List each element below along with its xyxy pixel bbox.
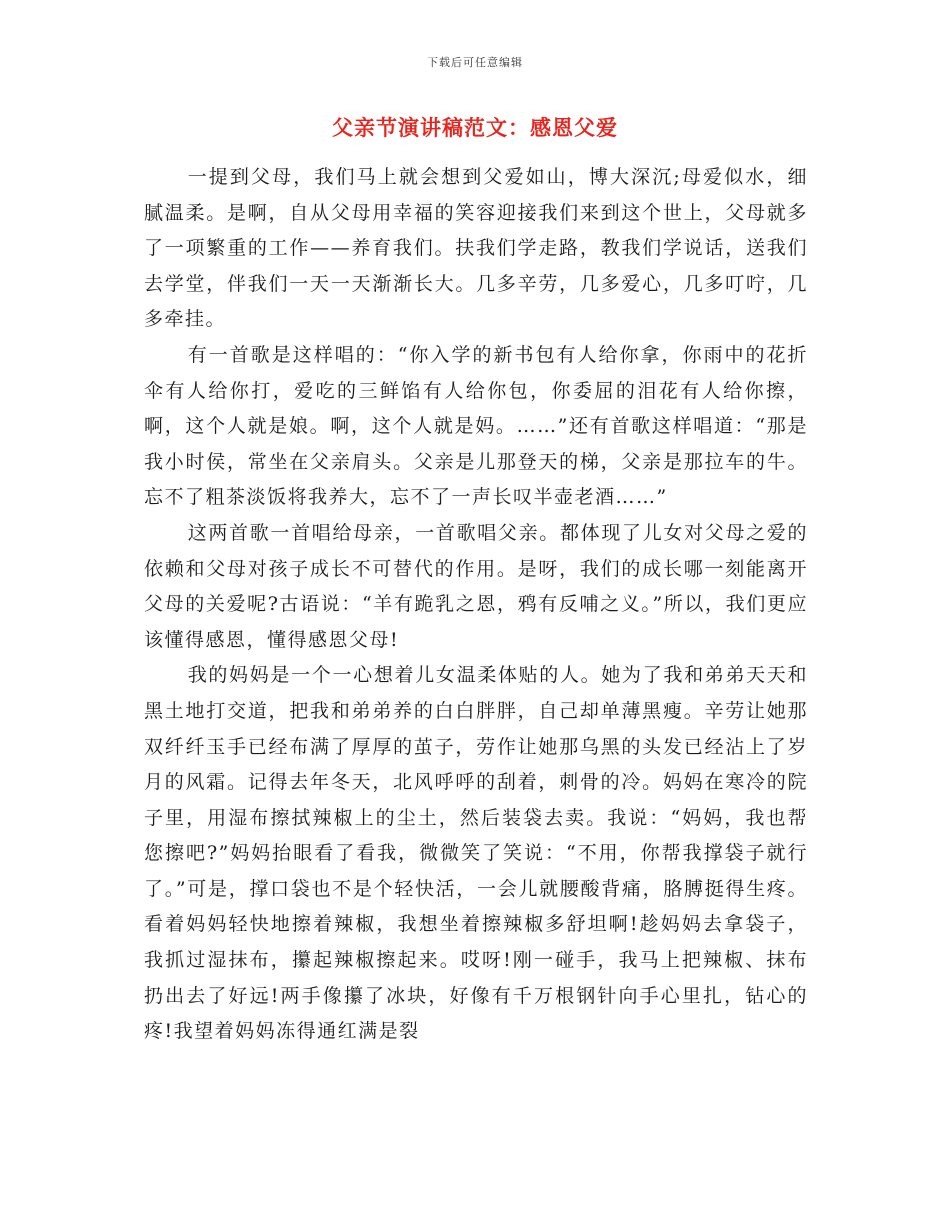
paragraph: 有一首歌是这样唱的：“你入学的新书包有人给你拿，你雨中的花折伞有人给你打，爱吃的三鲜馅有人给你包，你委屈的泪花有人给你擦，啊，这个人就是娘。啊，这个人就是妈。……”还有首歌这样唱道：“那是我小时侯，常坐在父亲肩头。父亲是儿那登天的梯，父亲是那拉车的牛。忘不了粗茶淡饭将我养大，忘不了一声长叹半壶老酒……” [144,343,808,509]
document-body [144,160,808,1050]
paragraph: 一提到父母，我们马上就会想到父爱如山，博大深沉;母爱似水，细腻温柔。是啊，自从父母用幸福的笑容迎接我们来到这个世上，父母就多了一项繁重的工作——养育我们。扶我们学走路，教我们学说话，送我们去学堂，伴我们一天一天渐渐长大。几多辛劳，几多爱心，几多叮咛，几多牵挂。 [144,166,808,331]
paragraph: 我的妈妈是一个一心想着儿女温柔体贴的人。她为了我和弟弟天天和黑土地打交道，把我和弟弟养的白白胖胖，自己却单薄黑瘦。辛劳让她那双纤纤玉手已经布满了厚厚的茧子，劳作让她那乌黑的头发已经沾上了岁月的风霜。记得去年冬天，北风呼呼的刮着，刺骨的冷。妈妈在寒冷的院子里，用湿布擦拭辣椒上的尘土，然后装袋去卖。我说：“妈妈，我也帮您擦吧?”妈妈抬眼看了看我，微微笑了笑说：“不用，你帮我撑袋子就行了。”可是，撑口袋也不是个轻快活，一会儿就腰酸背痛，胳膊挺得生疼。看着妈妈轻快地擦着辣椒，我想坐着擦辣椒多舒坦啊!趁妈妈去拿袋子，我抓过湿抹布，攥起辣椒擦起来。哎呀!刚一碰手，我马上把辣椒、抹布扔出去了好远!两手像攥了冰块，好像有千万根钢针向手心里扎，钻心的疼!我望着妈妈冻得通红满是裂 [144,664,808,1043]
paragraph: 这两首歌一首唱给母亲，一首歌唱父亲。都体现了儿女对父母之爱的依赖和父母对孩子成长不可替代的作用。是呀，我们的成长哪一刻能离开父母的关爱呢?古语说：“羊有跪乳之恩，鸦有反哺之义。”所以，我们更应该懂得感恩，懂得感恩父母! [144,521,808,651]
header-note: 下载后可任意编辑 [427,56,523,69]
document-title: 父亲节演讲稿范文：感恩父爱 [332,116,618,140]
